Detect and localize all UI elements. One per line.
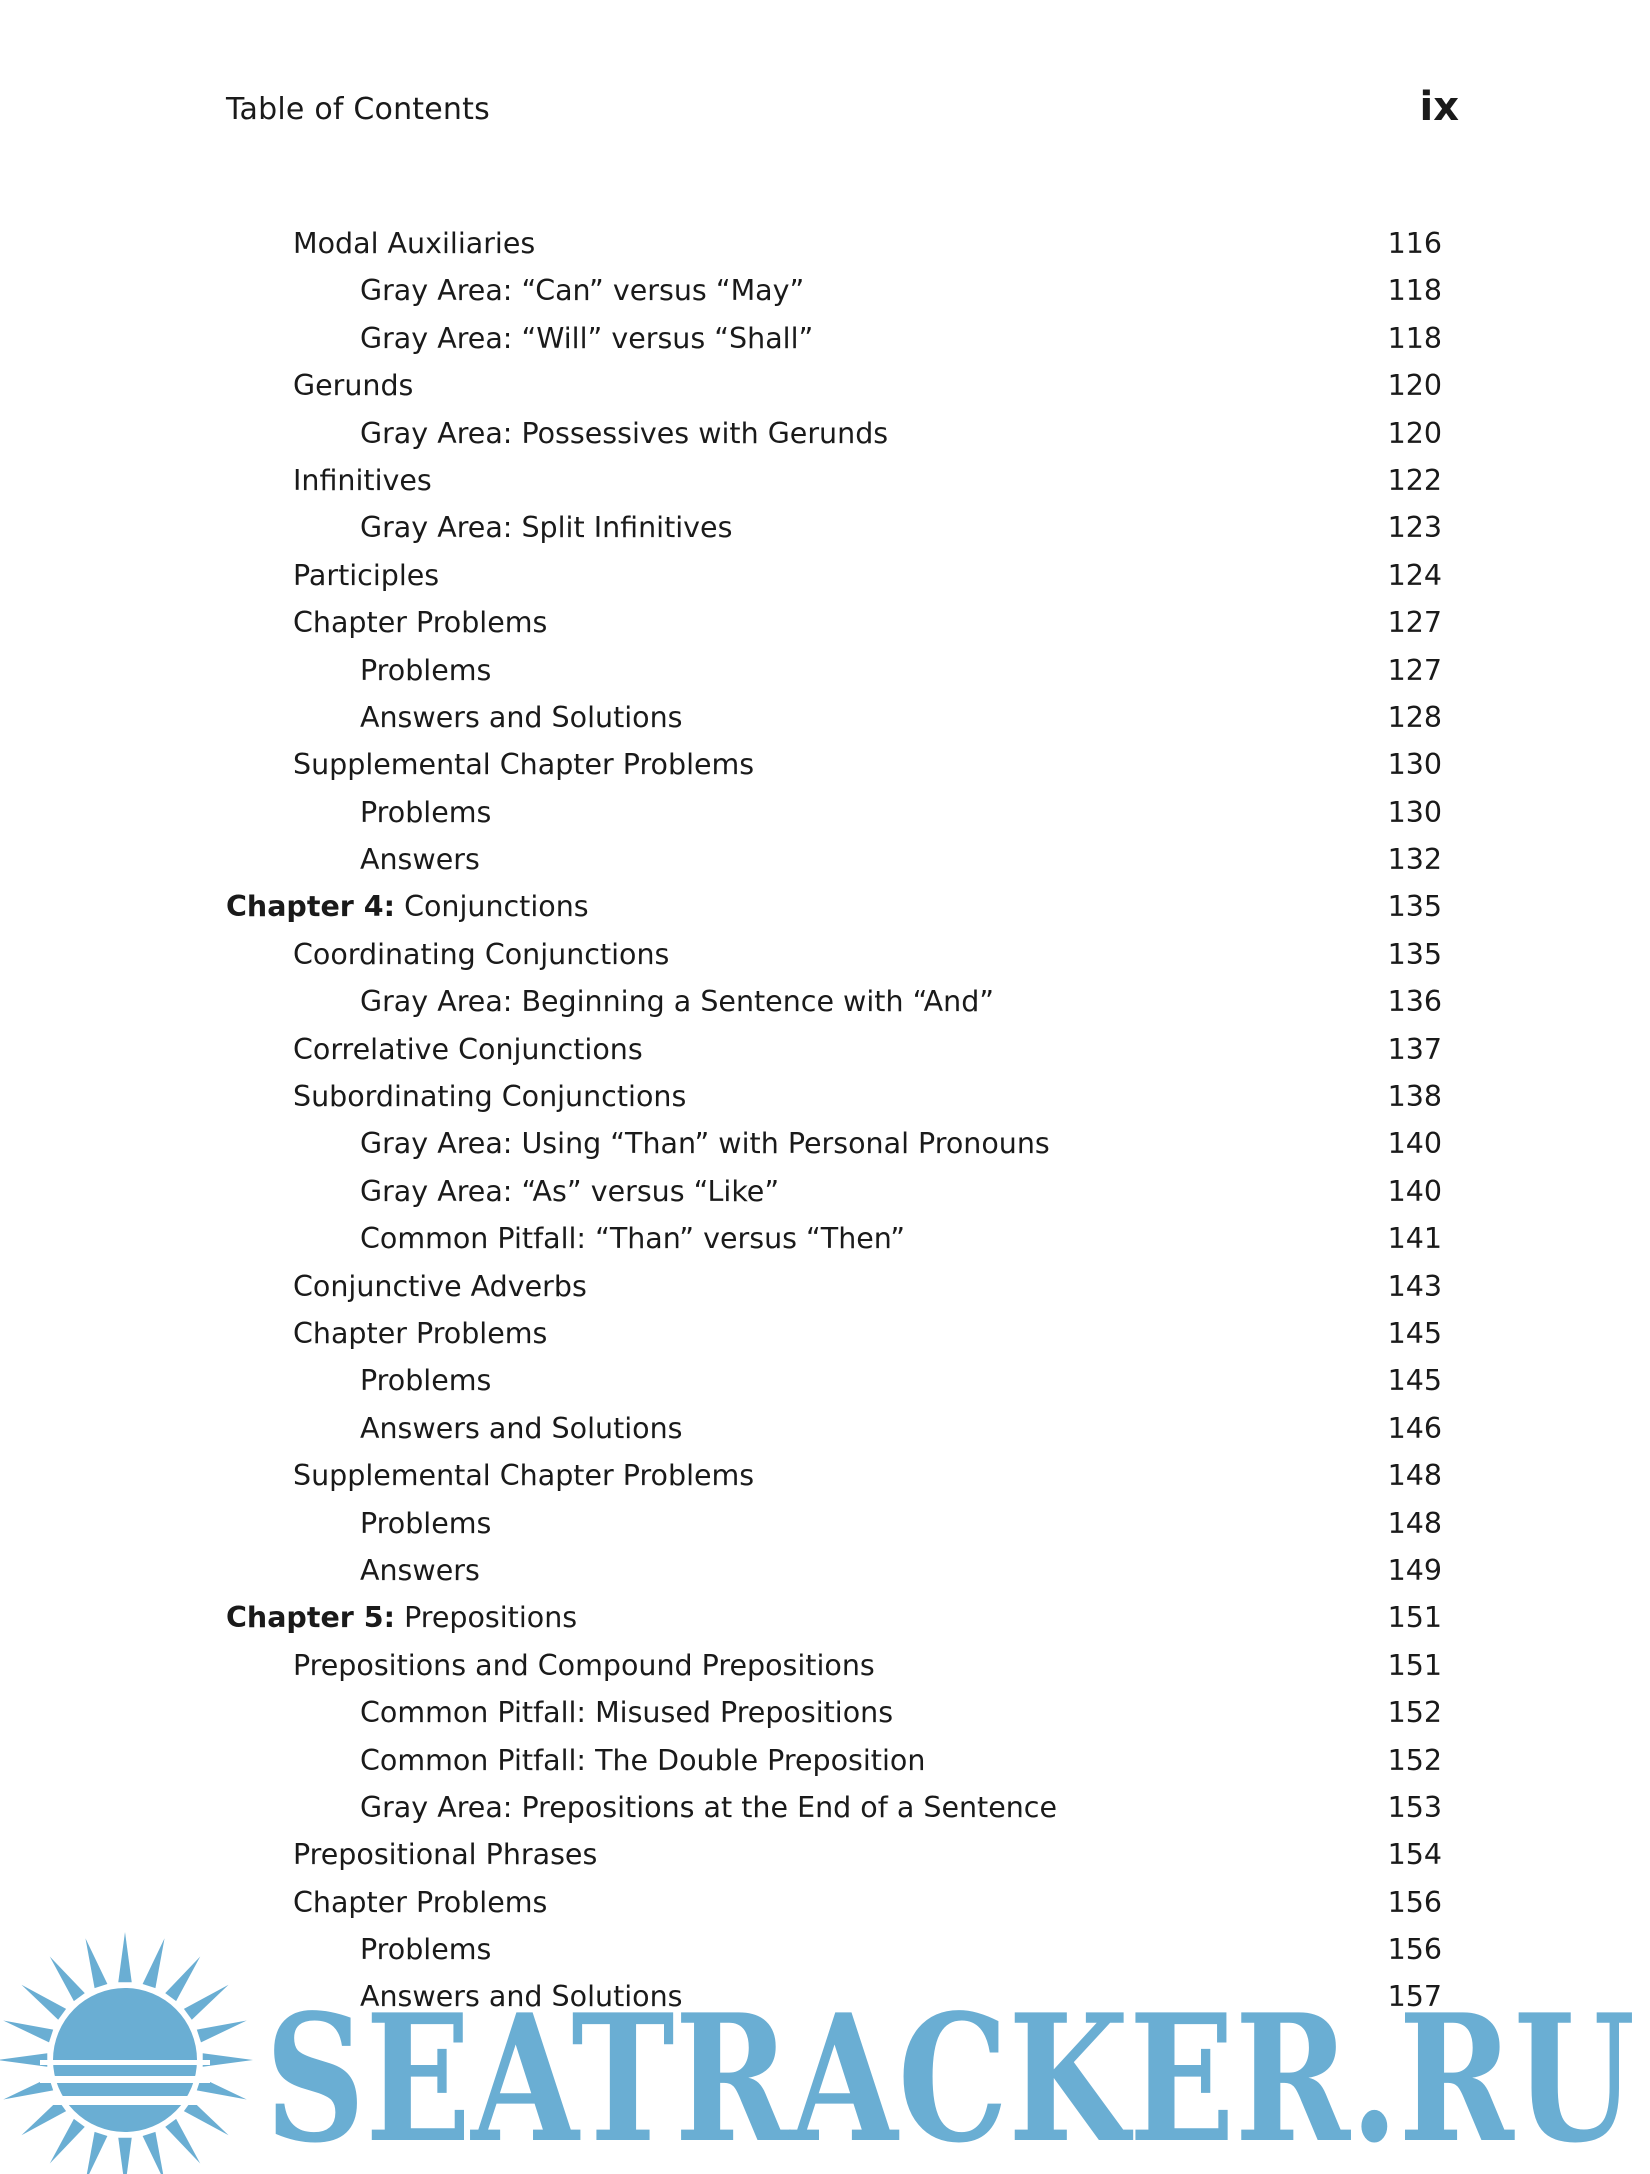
- toc-entry-page: 120: [1387, 369, 1442, 403]
- toc-entry-title: Gray Area: Split Infinitives: [360, 511, 733, 545]
- toc-entry-page: 156: [1387, 1933, 1442, 1967]
- toc-entry-page: 156: [1387, 1885, 1442, 1919]
- sun-ray: [165, 1956, 200, 2001]
- toc-entry: [226, 1357, 1442, 1404]
- toc-entry-label: [293, 552, 439, 599]
- toc-entry-title: Problems: [360, 795, 492, 829]
- toc-entry: [226, 1879, 1442, 1926]
- toc-entry-label: [360, 789, 491, 836]
- toc-entry-label: [293, 1642, 875, 1689]
- toc-entry-label: [360, 1405, 683, 1452]
- toc-entry-page: 130: [1387, 795, 1442, 829]
- toc-entry-title: Supplemental Chapter Problems: [293, 1459, 755, 1493]
- toc-entry-page: 135: [1387, 937, 1442, 971]
- toc-entry-title: Correlative Conjunctions: [293, 1032, 643, 1066]
- toc-entry: [226, 552, 1442, 599]
- toc-entry-page: 157: [1387, 1980, 1442, 2014]
- toc-entry: [226, 1594, 1442, 1641]
- sun-ray: [184, 1985, 229, 2020]
- toc-entry-page: 136: [1387, 985, 1442, 1019]
- toc-entry-title: Gerunds: [293, 369, 414, 403]
- toc-entry-label: [293, 1310, 547, 1357]
- toc-entry-title: Common Pitfall: “Than” versus “Then”: [360, 1222, 906, 1256]
- toc-entry: [226, 1215, 1442, 1262]
- toc-entry-page: 130: [1387, 748, 1442, 782]
- toc-entry-title: Common Pitfall: The Double Preposition: [360, 1743, 926, 1777]
- toc-entry-page: 152: [1387, 1743, 1442, 1777]
- toc-entry-title: Conjunctions: [404, 890, 589, 924]
- toc-entry-page: 122: [1387, 463, 1442, 497]
- toc-entry-label: [360, 1547, 480, 1594]
- toc-entry-title: Gray Area: “As” versus “Like”: [360, 1174, 780, 1208]
- toc-entry-page: 116: [1387, 227, 1442, 260]
- toc-entry-title: Supplemental Chapter Problems: [293, 748, 755, 782]
- toc-entry-label: [293, 931, 669, 978]
- toc-entry-label: [226, 883, 589, 930]
- page-number: ix: [1419, 84, 1459, 130]
- toc-entry: [226, 267, 1442, 314]
- toc-entry: [226, 694, 1442, 741]
- toc-entry-label: [360, 1689, 893, 1736]
- toc-entry: [226, 883, 1442, 930]
- toc-entry-label: [293, 1026, 643, 1073]
- toc-entry-page: 128: [1387, 700, 1442, 734]
- toc-entry-label: [360, 410, 888, 457]
- toc-entry-page: 151: [1387, 1648, 1442, 1682]
- toc-entry-page: 120: [1387, 416, 1442, 450]
- toc-entry: [226, 1642, 1442, 1689]
- toc-entry: [226, 504, 1442, 551]
- toc-entry-page: 140: [1387, 1174, 1442, 1208]
- toc-entry-page: 132: [1387, 843, 1442, 877]
- toc-entry-page: 148: [1387, 1459, 1442, 1493]
- toc-entry-page: 123: [1387, 511, 1442, 545]
- toc-entry-title: Answers and Solutions: [360, 1980, 683, 2014]
- toc-entry-title: Chapter Problems: [293, 606, 548, 640]
- toc-entry: [226, 1168, 1442, 1215]
- chapter-number: Chapter 5:: [226, 1601, 395, 1635]
- toc-entry-page: 143: [1387, 1269, 1442, 1303]
- toc-entry-label: [360, 978, 994, 1025]
- toc-entry: [226, 362, 1442, 409]
- toc-entry: [226, 1026, 1442, 1073]
- toc-entry: [226, 1405, 1442, 1452]
- toc-entry: [226, 1737, 1442, 1784]
- toc-entry-label: [360, 1215, 905, 1262]
- toc-entry-label: [226, 1594, 577, 1641]
- sun-ray: [118, 2138, 131, 2174]
- toc-entry-label: [293, 1452, 754, 1499]
- toc-entry-title: Prepositional Phrases: [293, 1838, 598, 1872]
- toc-entry-label: [293, 599, 547, 646]
- toc-entry-title: Subordinating Conjunctions: [293, 1080, 687, 1114]
- toc-entry: [226, 931, 1442, 978]
- toc-entry-title: Answers and Solutions: [360, 700, 683, 734]
- toc-entry-label: [293, 1263, 587, 1310]
- toc-entry-page: 127: [1387, 653, 1442, 687]
- sun-ray: [165, 2119, 200, 2164]
- toc-entry-title: Gray Area: Possessives with Gerunds: [360, 416, 889, 450]
- toc-entry-title: Conjunctive Adverbs: [293, 1269, 587, 1303]
- toc-entry-label: [293, 1879, 547, 1926]
- sun-ray: [143, 2132, 165, 2174]
- toc-entry-label: [360, 1168, 779, 1215]
- toc-entry: [226, 1831, 1442, 1878]
- toc-entry-label: [360, 694, 683, 741]
- toc-entry: [226, 599, 1442, 646]
- toc-entry-page: 145: [1387, 1364, 1442, 1398]
- toc-entry-title: Gray Area: Beginning a Sentence with “And”: [360, 985, 995, 1019]
- sun-ray: [85, 1938, 107, 1988]
- toc-entry-label: [360, 315, 813, 362]
- watermark-text: SEATRACKER.RU: [265, 1977, 1635, 2174]
- chapter-number: Chapter 4:: [226, 890, 395, 924]
- sun-ray: [118, 1932, 131, 1982]
- toc-entry-label: [293, 362, 413, 409]
- toc-entry: [226, 220, 1442, 267]
- toc-entry: [226, 741, 1442, 788]
- toc-entry: [226, 1547, 1442, 1594]
- toc-entry-page: 138: [1387, 1080, 1442, 1114]
- toc-entry-title: Infinitives: [293, 463, 432, 497]
- toc-entry-label: [360, 1500, 491, 1547]
- watermark: [0, 1920, 1650, 2174]
- sun-ray: [203, 2053, 253, 2066]
- toc-entry-label: [293, 741, 754, 788]
- toc-entry-title: Gray Area: Prepositions at the End of a Sentence: [360, 1790, 1058, 1824]
- sun-ray: [50, 2119, 85, 2164]
- toc-entry-label: [360, 647, 491, 694]
- toc-entry-page: 146: [1387, 1411, 1442, 1445]
- toc-entry-title: Problems: [360, 1364, 492, 1398]
- toc-entry-label: [293, 1073, 686, 1120]
- toc-entry: [226, 1310, 1442, 1357]
- sun-ray: [21, 1985, 66, 2020]
- toc-entry: [226, 836, 1442, 883]
- toc-entry: [226, 1689, 1442, 1736]
- toc-entry-title: Problems: [360, 1933, 492, 1967]
- toc-entry-title: Prepositions: [404, 1601, 578, 1635]
- toc-entry-title: Gray Area: “Can” versus “May”: [360, 274, 805, 308]
- toc-entry-label: [293, 220, 535, 267]
- toc-entry: [226, 1784, 1442, 1831]
- toc-entry-page: 137: [1387, 1032, 1442, 1066]
- toc-entry: [226, 1120, 1442, 1167]
- toc-entry-label: [360, 267, 804, 314]
- running-header-title: Table of Contents: [226, 92, 490, 127]
- sun-ray: [143, 1938, 165, 1988]
- toc-entry: [226, 410, 1442, 457]
- toc-entry-title: Common Pitfall: Misused Prepositions: [360, 1696, 894, 1730]
- toc-entry-page: 152: [1387, 1696, 1442, 1730]
- sun-ray: [184, 2100, 229, 2135]
- toc-entry: [226, 1073, 1442, 1120]
- toc-entry-label: [360, 1737, 925, 1784]
- toc-entry-title: Chapter Problems: [293, 1316, 548, 1350]
- toc-entry-page: 154: [1387, 1838, 1442, 1872]
- toc-entry-page: 148: [1387, 1506, 1442, 1540]
- toc-entry-label: [360, 836, 480, 883]
- sun-ray: [3, 2020, 53, 2042]
- toc-entry: [226, 1452, 1442, 1499]
- sun-ray: [197, 2020, 247, 2042]
- toc-entry-page: 145: [1387, 1316, 1442, 1350]
- toc-entry-title: Chapter Problems: [293, 1885, 548, 1919]
- toc-entry: [226, 647, 1442, 694]
- toc-entry-page: 141: [1387, 1222, 1442, 1256]
- toc-entry-label: [360, 1357, 491, 1404]
- toc-entry-title: Prepositions and Compound Prepositions: [293, 1648, 875, 1682]
- toc-entry-title: Answers: [360, 843, 480, 877]
- toc-entry-label: [293, 1831, 597, 1878]
- toc-entry-page: 149: [1387, 1553, 1442, 1587]
- toc-entry-page: 140: [1387, 1127, 1442, 1161]
- toc-entry-page: 153: [1387, 1790, 1442, 1824]
- sun-ray: [21, 2100, 66, 2135]
- toc-entry-title: Participles: [293, 558, 440, 592]
- toc-entry-page: 118: [1387, 321, 1442, 355]
- toc-entry-title: Coordinating Conjunctions: [293, 937, 670, 971]
- toc-entry: [226, 978, 1442, 1025]
- toc-entry-title: Modal Auxiliaries: [293, 227, 536, 260]
- toc-entry-title: Gray Area: Using “Than” with Personal Pronouns: [360, 1127, 1050, 1161]
- toc-entry: [226, 315, 1442, 362]
- toc-entry-label: [360, 1120, 1050, 1167]
- toc-entry-label: [360, 504, 732, 551]
- toc-entry-page: 135: [1387, 890, 1442, 924]
- toc-entry-title: Problems: [360, 653, 492, 687]
- table-of-contents: [226, 220, 1442, 2021]
- toc-entry-title: Answers: [360, 1553, 480, 1587]
- toc-entry: [226, 1500, 1442, 1547]
- toc-entry-page: 151: [1387, 1601, 1442, 1635]
- toc-entry-page: 124: [1387, 558, 1442, 592]
- toc-entry: [226, 789, 1442, 836]
- toc-entry-page: 118: [1387, 274, 1442, 308]
- sun-ray: [50, 1956, 85, 2001]
- toc-entry-label: [360, 1784, 1057, 1831]
- sun-ray: [85, 2132, 107, 2174]
- toc-entry-label: [293, 457, 432, 504]
- toc-entry-title: Problems: [360, 1506, 492, 1540]
- toc-entry-title: Gray Area: “Will” versus “Shall”: [360, 321, 814, 355]
- sun-logo: [0, 1932, 253, 2174]
- toc-entry-page: 127: [1387, 606, 1442, 640]
- toc-entry-title: Answers and Solutions: [360, 1411, 683, 1445]
- toc-entry: [226, 1263, 1442, 1310]
- toc-entry: [226, 457, 1442, 504]
